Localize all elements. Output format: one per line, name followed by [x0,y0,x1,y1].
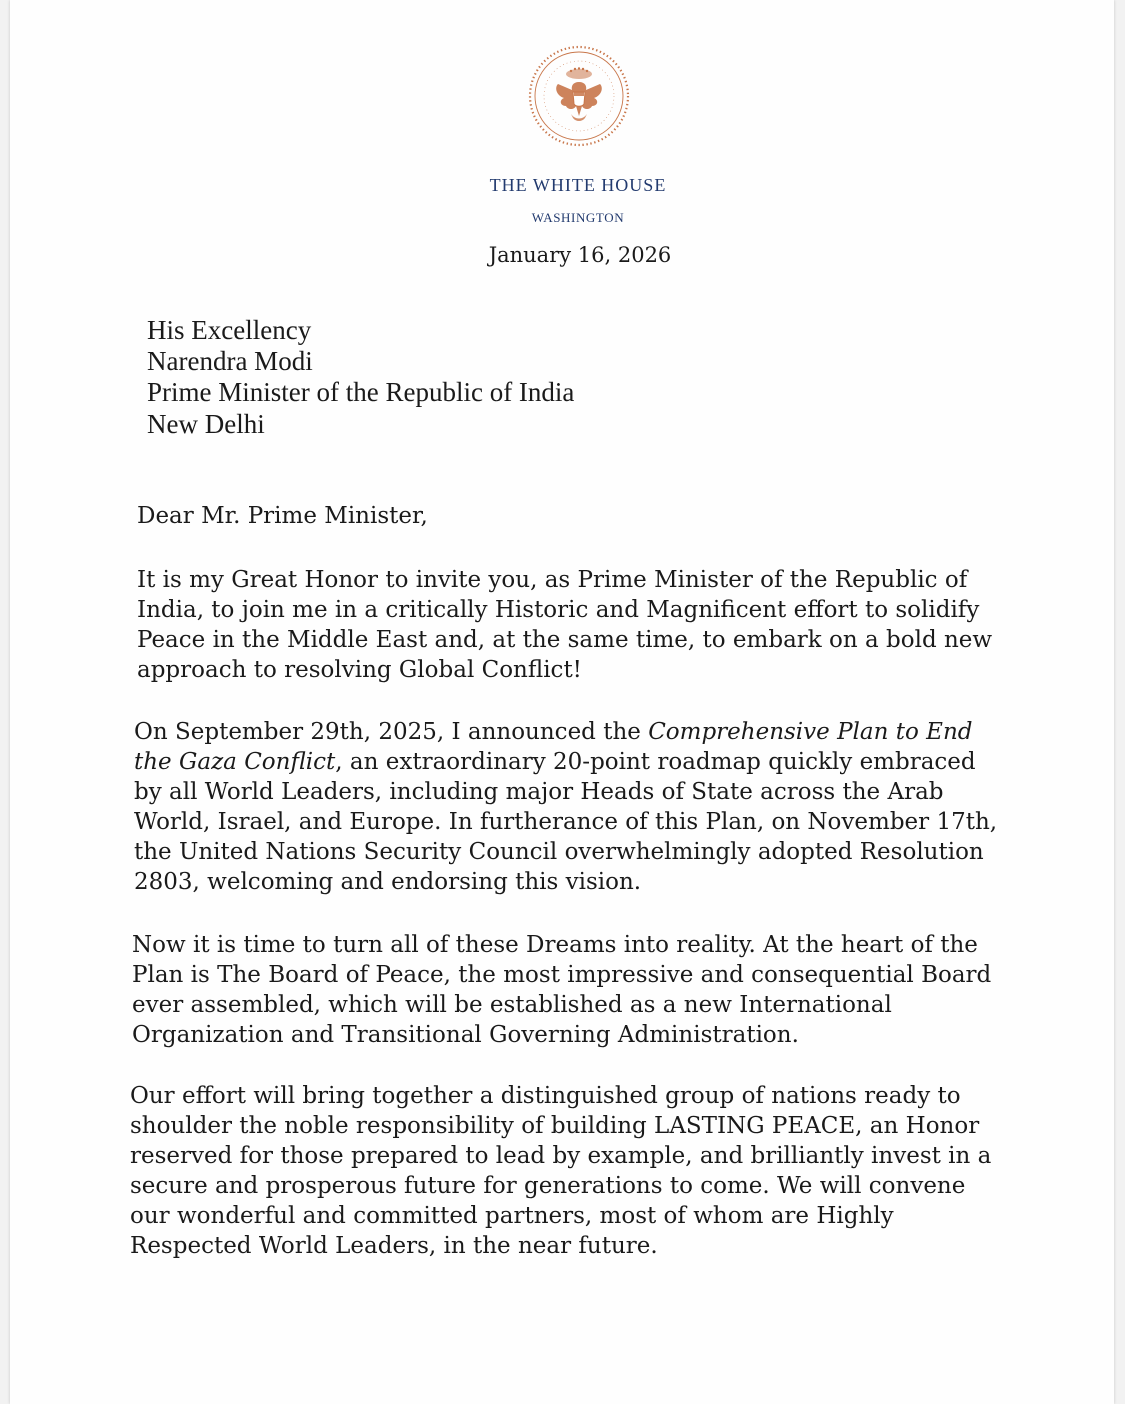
paragraph-line: 2803, welcoming and endorsing this vision. [134,869,642,895]
paragraph-gaza-plan [134,717,997,897]
paragraph-line: the United Nations Security Council overwhelmingly adopted Resolution [134,839,984,865]
presidential-seal-icon [527,44,631,148]
salutation: Dear Mr. Prime Minister, [137,503,428,529]
paragraph-line [134,747,997,777]
paragraph-line: approach to resolving Global Conflict! [137,657,582,683]
paragraph-line: World, Israel, and Europe. In furtherance of this Plan, on November 17th, [134,809,998,835]
paragraph-line: India, to join me in a critically Historic and Magnificent effort to solidify [137,597,980,623]
paragraph-board-of-peace [132,930,991,1050]
paragraph-line: Plan is The Board of Peace, the most impressive and consequential Board [132,962,992,988]
paragraph-line: Respected World Leaders, in the near future. [130,1233,658,1259]
paragraph-line: secure and prosperous future for generations to come. We will convene [130,1173,966,1199]
letter-date: January 16, 2026 [488,243,672,267]
paragraph-line: Organization and Transitional Governing Administration. [132,1022,799,1048]
paragraph-line: Now it is time to turn all of these Dreams into reality. At the heart of the [132,932,978,958]
paragraph-line: shoulder the noble responsibility of building LASTING PEACE, an Honor [130,1113,980,1139]
letter-sheet [10,0,1114,1404]
plan-title-italic: the Gaza Conflict [134,749,336,775]
recipient-name: Narendra Modi [147,346,313,376]
paragraph-line [134,717,997,747]
paragraph-invitation [137,565,992,685]
paragraph-line: Peace in the Middle East and, at the same time, to embark on a bold new [137,627,993,653]
paragraph-lasting-peace [130,1081,991,1261]
paragraph-line: ever assembled, which will be established as a new International [132,992,892,1018]
recipient-title: Prime Minister of the Republic of India [147,377,575,407]
recipient-honorific: His Excellency [147,315,312,345]
letterhead-city: WASHINGTON [531,210,625,225]
paragraph-line: Our effort will bring together a distinguished group of nations ready to [130,1083,961,1109]
paragraph-line: It is my Great Honor to invite you, as Prime Minister of the Republic of [137,567,968,593]
paragraph-line: reserved for those prepared to lead by example, and brilliantly invest in a [130,1143,992,1169]
paragraph-line: our wonderful and committed partners, most of whom are Highly [130,1203,894,1229]
recipient-city: New Delhi [147,409,265,439]
plan-title-italic: Comprehensive Plan to End [648,719,973,745]
text-run: , an extraordinary 20-point roadmap quickly embraced [335,749,976,775]
letterhead-title: THE WHITE HOUSE [489,175,667,195]
text-run: On September 29th, 2025, I announced the [134,719,649,745]
paragraph-line: by all World Leaders, including major Heads of State across the Arab [134,779,944,805]
